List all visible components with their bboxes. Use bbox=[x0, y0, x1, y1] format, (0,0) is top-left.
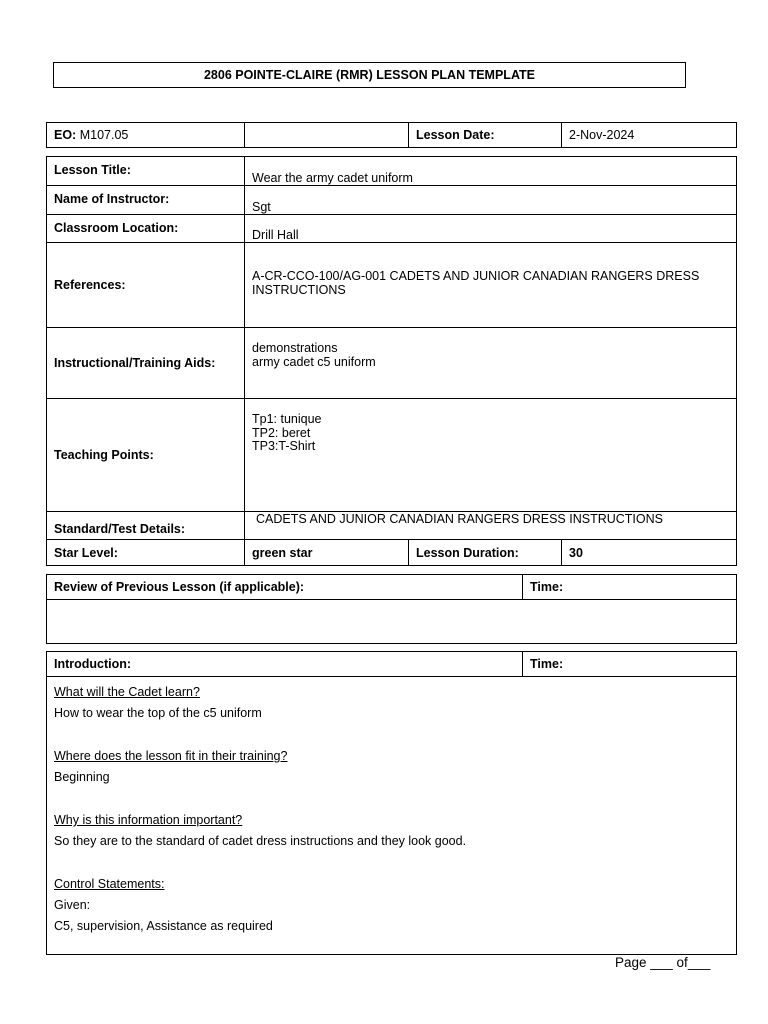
lesson-title-value[interactable]: Wear the army cadet uniform bbox=[245, 157, 737, 186]
lesson-title-label: Lesson Title: bbox=[47, 157, 245, 186]
review-time-label: Time: bbox=[523, 575, 737, 600]
aid-item: demonstrations bbox=[252, 341, 338, 355]
star-level-value[interactable]: green star bbox=[245, 540, 409, 566]
references-label: References: bbox=[47, 243, 245, 328]
review-body[interactable] bbox=[47, 600, 737, 644]
references-value[interactable]: A-CR-CCO-100/AG-001 CADETS AND JUNIOR CANADIAN RANGERS DRESS INSTRUCTIONS bbox=[245, 243, 737, 328]
eo-table bbox=[46, 122, 737, 148]
teaching-point: TP3:T-Shirt bbox=[252, 439, 316, 453]
teaching-point: Tp1: tunique bbox=[252, 412, 322, 426]
intro-question: Control Statements: bbox=[54, 877, 165, 891]
standard-label: Standard/Test Details: bbox=[47, 512, 245, 540]
lesson-date-label: Lesson Date: bbox=[409, 123, 562, 148]
page-title-text: 2806 POINTE-CLAIRE (RMR) LESSON PLAN TEMPLATE bbox=[203, 68, 536, 82]
intro-question: What will the Cadet learn? bbox=[54, 685, 200, 699]
intro-question: Where does the lesson fit in their training? bbox=[54, 749, 288, 763]
page-title bbox=[53, 62, 686, 88]
intro-answer: How to wear the top of the c5 uniform bbox=[54, 706, 262, 720]
teaching-point: TP2: beret bbox=[252, 425, 311, 440]
intro-answer: Beginning bbox=[54, 770, 110, 784]
instructor-label: Name of Instructor: bbox=[47, 186, 245, 215]
intro-answer: Given: bbox=[54, 898, 91, 912]
intro-question: Why is this information important? bbox=[54, 813, 243, 827]
details-table bbox=[46, 156, 737, 566]
lesson-duration-label: Lesson Duration: bbox=[409, 540, 562, 566]
introduction-label: Introduction: bbox=[47, 652, 523, 677]
instructor-value[interactable]: Sgt bbox=[245, 186, 737, 215]
intro-answer: C5, supervision, Assistance as required bbox=[54, 919, 273, 933]
aid-item: army cadet c5 uniform bbox=[252, 354, 376, 369]
intro-answer: So they are to the standard of cadet dress instructions and they look good. bbox=[54, 834, 467, 848]
eo-value[interactable]: M107.05 bbox=[79, 128, 129, 142]
aids-label: Instructional/Training Aids: bbox=[47, 328, 245, 399]
location-value[interactable]: Drill Hall bbox=[245, 215, 737, 243]
lesson-date-value[interactable]: 2-Nov-2024 bbox=[562, 123, 737, 148]
introduction-time-label: Time: bbox=[523, 652, 737, 677]
aids-value[interactable] bbox=[245, 328, 737, 399]
location-label: Classroom Location: bbox=[47, 215, 245, 243]
introduction-body[interactable] bbox=[47, 677, 737, 955]
star-level-label: Star Level: bbox=[47, 540, 245, 566]
lesson-duration-value[interactable]: 30 bbox=[562, 540, 737, 566]
eo-label: EO: bbox=[54, 128, 77, 142]
standard-value[interactable]: CADETS AND JUNIOR CANADIAN RANGERS DRESS INSTRUCTIONS bbox=[245, 512, 737, 540]
page-number: Page ___ of___ bbox=[615, 955, 711, 970]
introduction-table bbox=[46, 651, 737, 955]
review-label: Review of Previous Lesson (if applicable): bbox=[47, 575, 523, 600]
eo-cell bbox=[47, 123, 245, 148]
teaching-points-label: Teaching Points: bbox=[47, 399, 245, 512]
eo-blank-cell[interactable] bbox=[245, 123, 409, 148]
teaching-points-value[interactable] bbox=[245, 399, 737, 512]
review-table bbox=[46, 574, 737, 644]
